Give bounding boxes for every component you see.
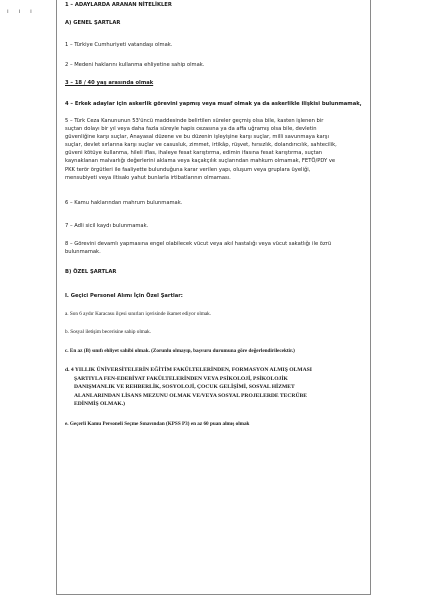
requirement-5-line: suçlar, devlet sırlarına karşı suçlar ve casusluk, zimmet, irtikâp, rüşvet, hırsızlık, dolandırıcılık, sahtecilik, xyxy=(65,142,337,149)
requirement-6: 6 – Kamu haklarından mahrum bulunmamak. xyxy=(65,200,183,206)
requirement-5-line: 5 – Türk Ceza Kanununun 53'üncü maddesinde belirtilen süreler geçmiş olsa bile, kasten işlenen bir xyxy=(65,118,324,124)
special-item-d-line: d. 4 YILLIK ÜNİVERSİTELERİN EĞİTİM FAKÜLTELERİNDEN, FORMASYON ALMIŞ OLMASI xyxy=(65,367,312,373)
special-item-d xyxy=(65,366,363,409)
special-item-e: e. Geçerli Kamu Personeli Seçme Sınavından (KPSS P3) en az 60 puan almış olmak xyxy=(65,421,250,427)
requirement-5-line: suçtan dolayı bir yıl veya daha fazla süreyle hapis cezasına ya da affa uğramış olsa bile, devletin xyxy=(65,126,317,133)
requirement-5-line: kaynaklanan malvarlığı değerlerini aklama veya kaçakçılık suçlarından mahkum olmamak, FETÖ/PDY ve xyxy=(65,158,336,165)
requirement-2: 2 – Medeni haklarını kullanma ehliyetine sahip olmak. xyxy=(65,62,205,68)
requirement-7: 7 – Adli sicil kaydı bulunmamak. xyxy=(65,223,149,229)
requirement-8-line: bulunmamak. xyxy=(65,249,101,256)
special-requirements-title: B) ÖZEL ŞARTLAR xyxy=(65,269,117,275)
requirement-8-line: 8 – Görevini devamlı yapmasına engel olabilecek vücut veya akıl hastalığı veya vücut sakatlığı ile özrü xyxy=(65,241,332,247)
requirement-5-line: PKK terör örgütleri ile faaliyette bulunduğuna karar verilen yapı, oluşum veya gruplara üyeliği, xyxy=(65,166,311,173)
margin-marks: ı ı ı xyxy=(7,8,36,15)
requirement-3-text: 3 – 18 / 40 yaş arasında olmak xyxy=(65,80,154,86)
requirement-3 xyxy=(65,79,363,87)
special-requirements-subtitle xyxy=(65,292,363,300)
special-item-b: b. Sosyal iletişim becerisine sahip olmak. xyxy=(65,329,152,335)
section-heading: 1 – ADAYLARDA ARANAN NİTELİKLER xyxy=(65,2,172,8)
special-item-d-line: EDİNMİŞ OLMAK.) xyxy=(74,401,125,408)
requirement-4 xyxy=(65,100,363,108)
subtitle-text: I. Geçici Personel Alımı İçin Özel Şartlar: xyxy=(65,293,183,299)
requirement-1: 1 – Türkiye Cumhuriyeti vatandaşı olmak. xyxy=(65,42,173,48)
requirement-5 xyxy=(65,117,363,182)
special-item-a: a. Son 6 aydır Karacasu ilçesi sınırları içerisinde ikamet ediyor olmak. xyxy=(65,311,212,317)
requirement-5-line: güvenliğine karşı suçlar, Anayasal düzene ve bu düzenin işleyişine karşı suçlar, milli savunmaya karşı xyxy=(65,134,329,141)
special-item-d-line: DANIŞMANLIK VE REHBERLİK, SOSYOLOJİ, ÇOCUK GELİŞİMİ, SOSYAL HİZMET xyxy=(74,384,295,391)
requirement-4-text: 4 – Erkek adaylar için askerlik görevini yapmış veya muaf olmak ya da askerlikle ilişkisi bulunmamak, xyxy=(65,101,362,107)
special-item-d-line: ŞARTIYLA FEN-EDEBİYAT FAKÜLTELERİNDEN VEYA PSİKOLOJİ, PSİKOLOJİK xyxy=(74,375,288,382)
requirement-5-line: güveni kötüye kullanma, hileli iflas, ihaleye fesat karıştırma, edimin ifasına fesat karıştırma, suçtan xyxy=(65,150,323,157)
requirement-8 xyxy=(65,240,363,256)
requirement-5-line: mensubiyeti veya iltisakı yahut bunlarla irtibatlarının olmaması. xyxy=(65,174,231,181)
special-item-c: c. En az (B) sınıfı ehliyet sahibi olmak. (Zorunlu olmayıp, başvuru durumuna göre değerlendirilecektir.) xyxy=(65,348,295,354)
special-item-d-line: ALANLARINDAN LİSANS MEZUNU OLMAK VE/VEYA SOSYAL PROJELERDE TECRÜBE xyxy=(74,392,307,399)
general-requirements-title: A) GENEL ŞARTLAR xyxy=(65,20,121,26)
